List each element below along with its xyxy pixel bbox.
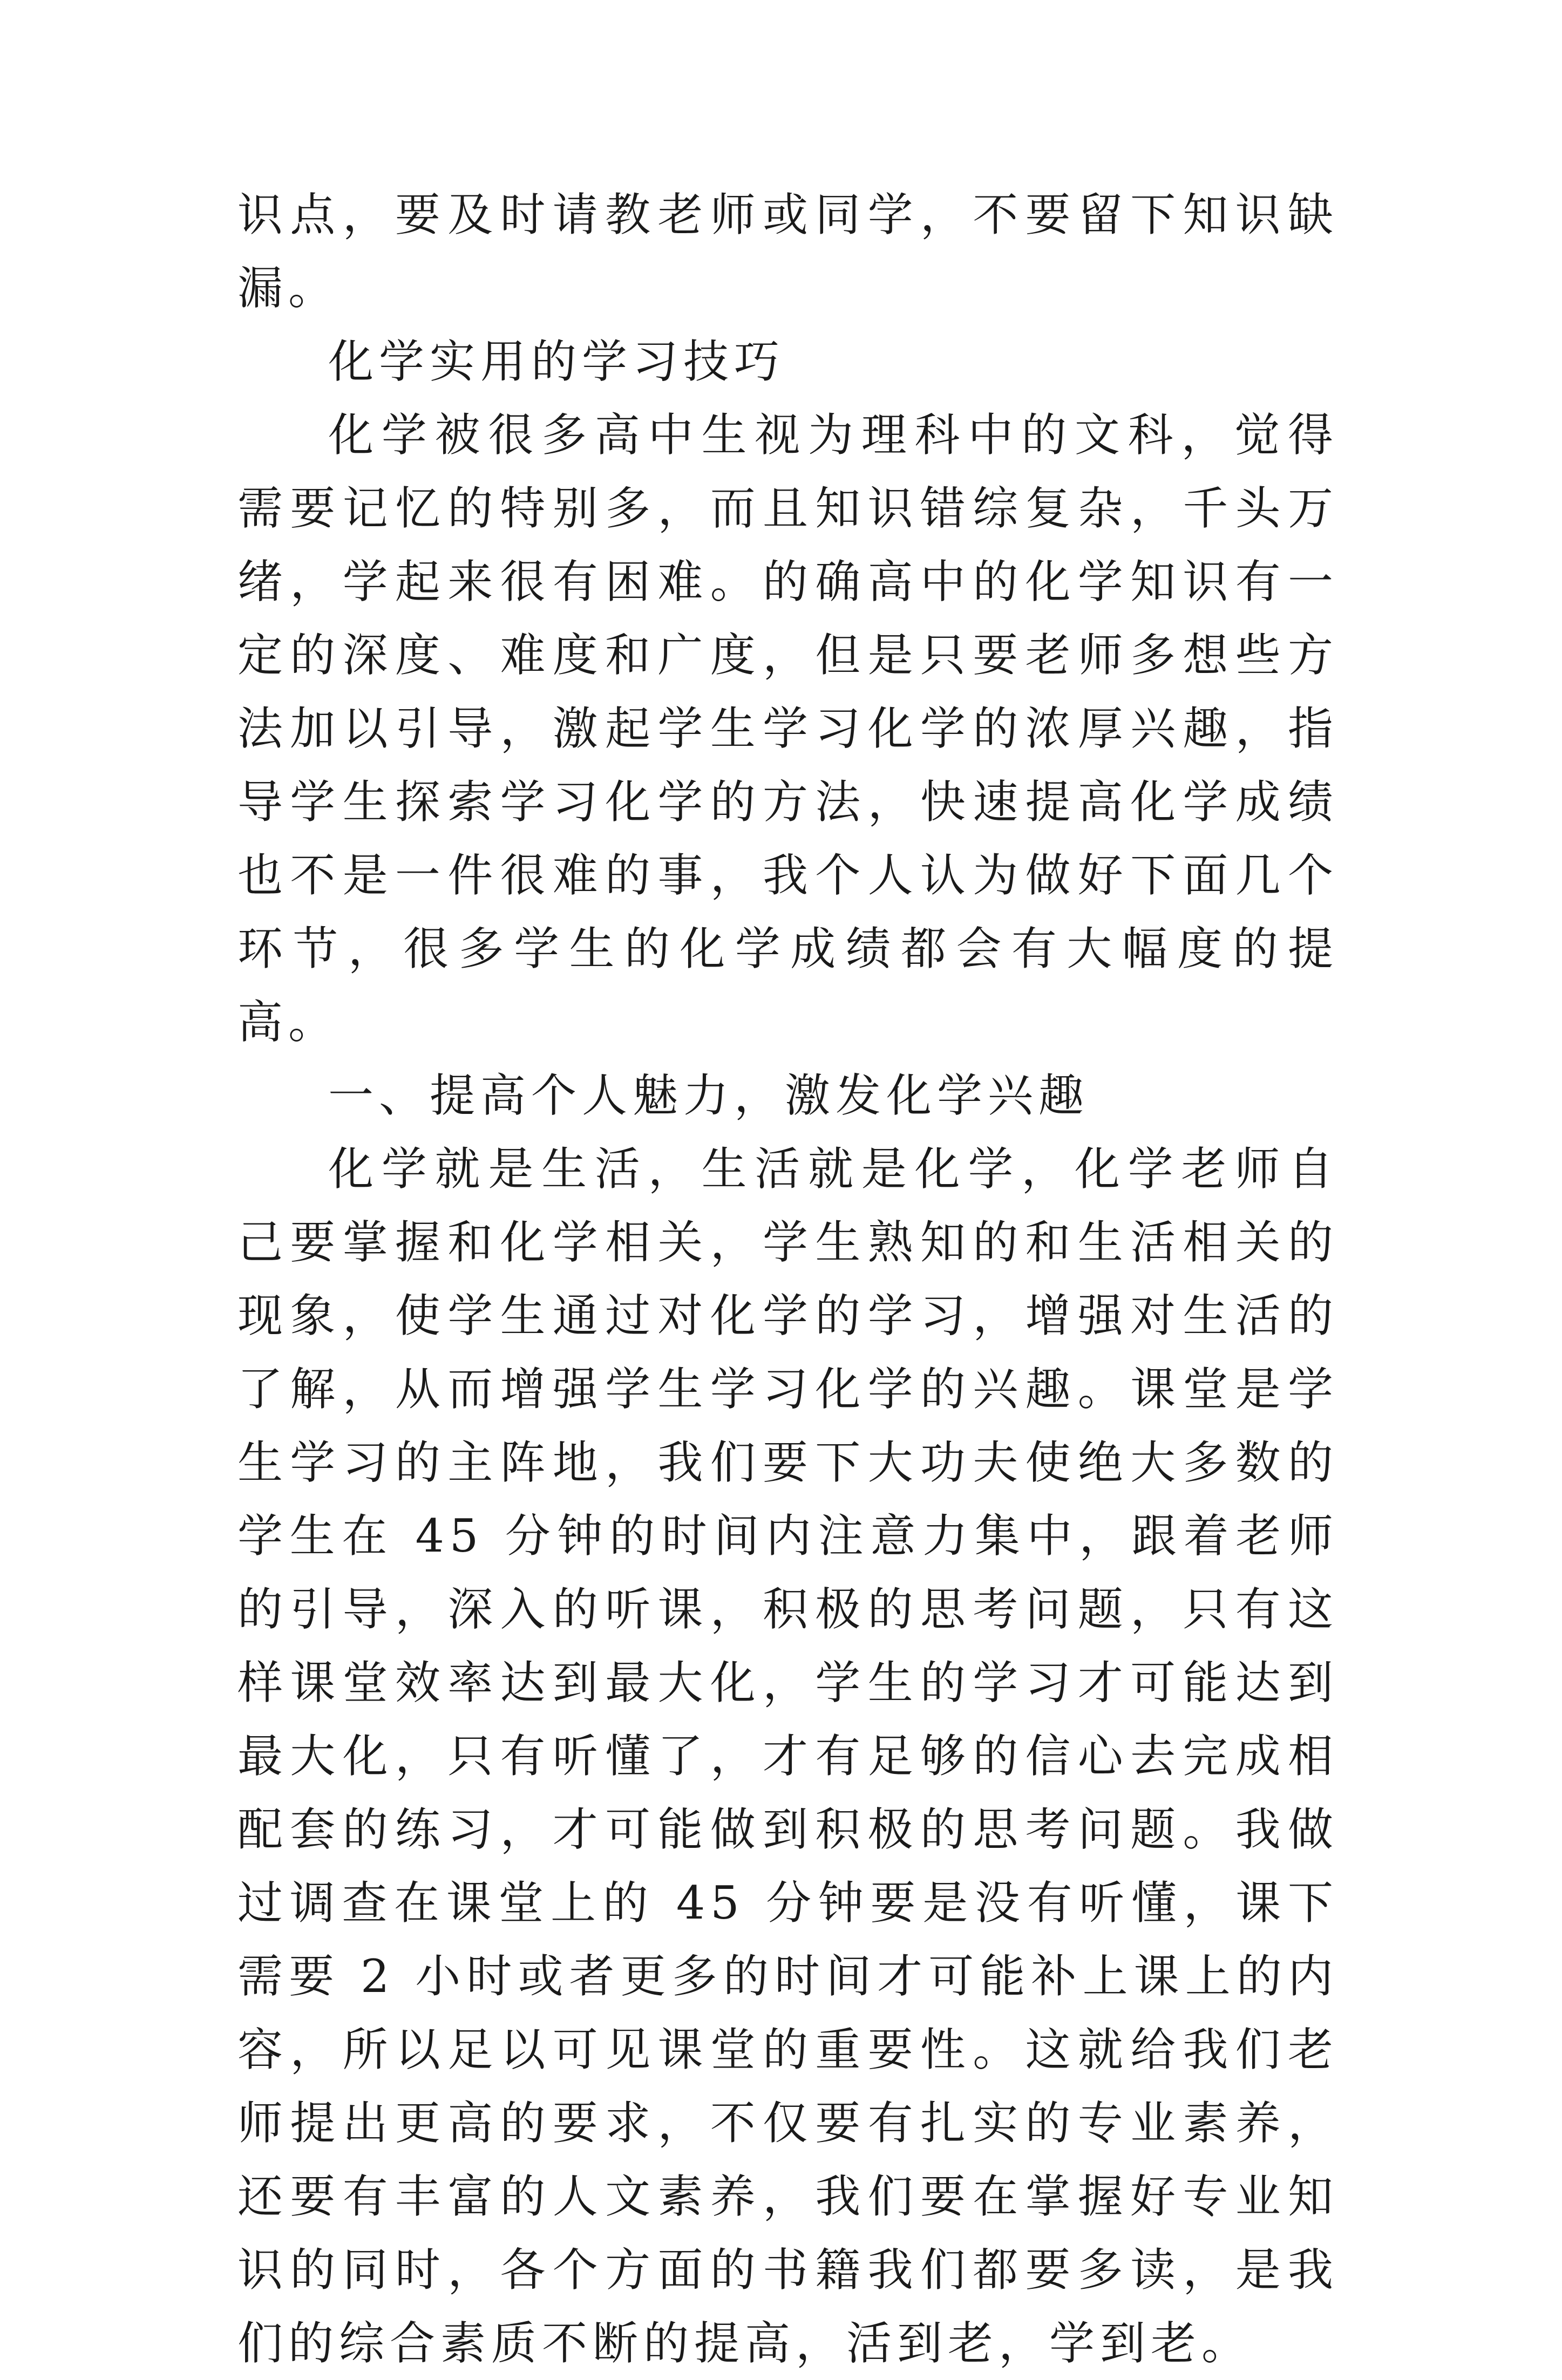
paragraph-body: 化学就是生活，生活就是化学，化学老师自己要掌握和化学相关，学生熟知的和生活相关的现象，使学生通过对化学的学习，增强对生活的了解，从而增强学生学习化学的兴趣。课堂是学生学习的主阵地，我们要下大功夫使绝大多数的学生在 45 分钟的时间内注意力集中，跟着老师的引导，深入的听课，积极的思考问题，只有这样课堂效率达到最大化，学生的学习才可能达到最大化，只有听懂了，才有足够的信心去完成相配套的练习，才可能做到积极的思考问题。我做过调查在课堂上的 45 分钟要是没有听懂，课下需要 2 小时或者更多的时间才可能补上课上的内容，所以足以可见课堂的重要性。这就给我们老师提出更高的要求，不仅要有扎实的专业素养，还要有丰富的人文素养，我们要在掌握好专业知识的同时，各个方面的书籍我们都要多读，是我们的综合素质不断的提高，活到老，学到老。	[237, 1143, 1339, 2370]
paragraph-continuation: 识点，要及时请教老师或同学，不要留下知识缺漏。	[237, 188, 1339, 315]
paragraph-intro: 化学被很多高中生视为理科中的文科，觉得需要记忆的特别多，而且知识错综复杂，千头万绪，学起来很有困难。的确高中的化学知识有一定的深度、难度和广度，但是只要老师多想些方法加以引导，激起学生学习化学的浓厚兴趣，指导学生探索学习化学的方法，快速提高化学成绩也不是一件很难的事，我个人认为做好下面几个环节，很多学生的化学成绩都会有大幅度的提高。	[237, 409, 1339, 1049]
section-heading-one: 一、提高个人魅力，激发化学兴趣	[328, 1069, 1090, 1122]
document-body	[237, 178, 1339, 2380]
section-heading-techniques: 化学实用的学习技巧	[328, 335, 785, 388]
